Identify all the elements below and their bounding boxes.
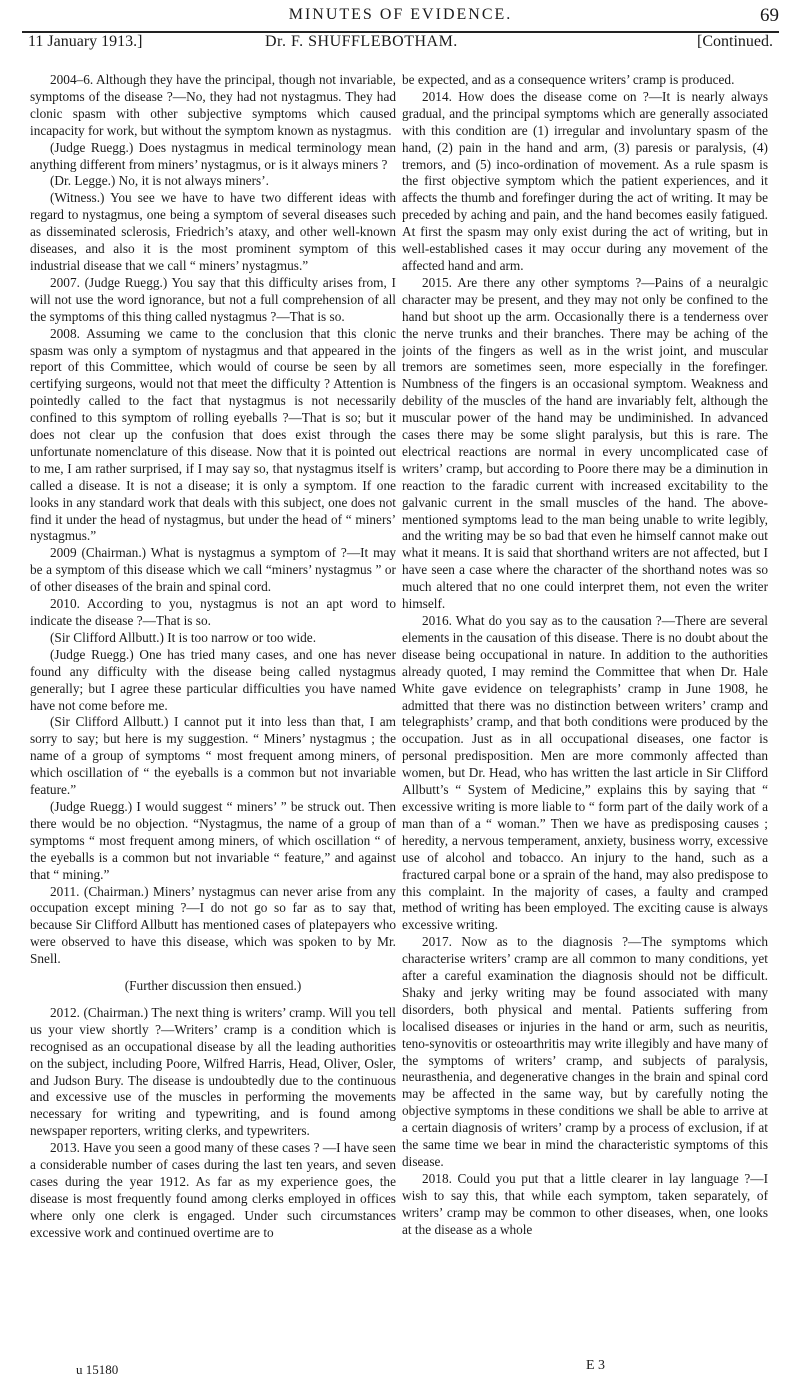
paragraph: (Judge Ruegg.) I would suggest “ miners’ ” be struck out. Then there would be no objection. “Nystagmus, the name of a group of symptoms “ most frequent among miners, of which oscillation “ of the eyeballs is a common but not invariable “ feature,” and against that “ mining.” [30,798,396,882]
continued-label: [Continued. [697,33,773,50]
page-number: 69 [760,5,779,26]
paragraph: 2004–6. Although they have the principal, though not invariable, symptoms of the disease ?—No, they had not nystagmus. They had clonic spasm with other subjective symptoms which caused incapacity for work, but without the symptom known as nystagmus. [30,72,396,138]
paragraph: (Sir Clifford Allbutt.) I cannot put it into less than that, I am sorry to say; but here is my suggestion. “ Miners’ nystagmus ; the name of a group of symptoms “ most frequent among miners, of which oscillation of “ the eyeballs is a common but not invariable feature.” [30,714,396,798]
witness-name: Dr. F. SHUFFLEBOTHAM. [265,33,458,50]
discussion-note: (Further discussion then ensued.) [124,978,302,994]
paragraph: (Judge Ruegg.) Does nystagmus in medical terminology mean anything different from miners’ nystagmus, or is it always miners ? [30,139,396,172]
sitting-date: 11 January 1913.] [28,33,143,50]
paragraph: 2017. Now as to the diagnosis ?—The symptoms which characterise writers’ cramp are all common to many conditions, yet after a careful examination the diagnosis should not be difficult. Shaky and jerky writing may be found associated with many disorders, both physical and mental. Patients suffering from localised diseases or injuries in the hand or arm, such as neuritis, teno-synovitis or osteoarthritis may write illegibly and have many of the symptoms of writers’ cramp, and subjects of paralysis, neurasthenia, and degenerative changes in the brain and spinal cord may be affected in the same way, but by carefully noting the objective symptoms in these conditions we shall be able to arrive at a certain diagnosis of writers’ cramp by a process of exclusion, if at the same time we bear in mind the characteristic symptoms of this disease. [402,934,768,1169]
page-title: MINUTES OF EVIDENCE. [288,6,513,23]
paragraph: (Witness.) You see we have to have two different ideas with regard to nystagmus, one being a symptom of several diseases such as disseminated sclerosis, Friedrich’s ataxy, and other well-known diseases, and also it is the most prominent symptom of this industrial disease that we call “ miners’ nystagmus.” [30,190,396,273]
subheader [0,33,801,57]
signature-mark: E 3 [586,1358,606,1373]
paragraph: 2007. (Judge Ruegg.) You say that this difficulty arises from, I will not use the word ignorance, but not a full comprehension of all the symptoms of this thing called nystagmus ?—That is so. [30,274,396,324]
print-code: u 15180 [76,1362,119,1377]
paragraph: 2016. What do you say as to the causation ?—There are several elements in the causation of this disease. There is no doubt about the disease being occupational in nature. In addition to the authorities already quoted, I may remind the Committee that when Dr. Hale White gave evidence on telegraphists’ cramp in June 1908, he admitted that there was no distinction between writers’ cramp and telegraphists’ cramp, and that both conditions were produced by the occupation. Just as in all occupational diseases, one factor is personal predisposition. Men are more commonly affected than women, but Dr. Head, who has written the last article in Sir Clifford Allbutt’s “ System of Medicine,” explains this by saying that “ excessive writing is more liable to “ form part of the daily work of a man than of a “ woman.” Then we have as predisposing causes ; heredity, a nervous temperament, anxiety, business worry, excessive use of alcohol and tobacco. An injury to the hand, such as a fractured carpal bone or a sprain of the hand, may also predispose to this complaint. In the majority of cases, a faulty and cramped method of writing has been employed. The exciting cause is always excessive writing. [402,613,768,933]
paragraph: (Dr. Legge.) No, it is not always miners’. [50,173,269,189]
paragraph: 2009 (Chairman.) What is nystagmus a symptom of ?—It may be a symptom of this disease which we call “miners’ nystagmus ” or of other diseases of the brain and spinal cord. [30,545,396,595]
paragraph: 2013. Have you seen a good many of these cases ? —I have seen a considerable number of cases during the last ten years, and seven cases during the year 1912. As far as my experience goes, the disease is most frequently found among clerks employed in offices where only one clerk is engaged. Under such circumstances excessive work and continued overtime are to [30,1140,396,1240]
right-column [402,72,768,1377]
paragraph: be expected, and as a consequence writers’ cramp is produced. [402,72,735,87]
paragraph: (Sir Clifford Allbutt.) It is too narrow or too wide. [50,629,317,645]
running-head [0,6,801,28]
paragraph: 2008. Assuming we came to the conclusion that this clonic spasm was only a symptom of nystagmus and that appeared in the report of this Committee, which would of course be seen by all certifying surgeons, would not that meet the difficulty ? Attention is pointedly called to the fact that nystagmus is not necessarily confined to this symptom of rolling eyeballs ?—That is so; but it does not clear up the confusion that does exist through the unfortunate nomenclature of this disease. Now that it is pointed out to me, I am rather surprised, if I may say so, that nystagmus itself is called a disease. It is not a disease; it is only a symptom. If one looks in any standard work that deals with this subject, one does not find it under the head of nystagmus, but under the head of “ miners’ nystagmus.” [30,325,396,544]
paragraph: 2012. (Chairman.) The next thing is writers’ cramp. Will you tell us your view shortly ?—Writers’ cramp is a condition which is recognised as an occupational disease by all the leading authorities on the subject, including Poore, Wilfred Harris, Head, Oliver, Osler, and Judson Bury. The disease is undoubtedly due to the continuous and excessive use of the muscles in performing the movements necessary for writing and typewriting, and is found among newspaper reporters, writing clerks, and typewriters. [30,1004,396,1139]
paragraph: 2018. Could you put that a little clearer in lay language ?—I wish to say this, that while each symptom, taken separately, of writers’ cramp may be common to other diseases, when, one looks at the disease as a whole [402,1170,768,1237]
paragraph: 2014. How does the disease come on ?—It is nearly always gradual, and the principal symptoms which are generally associated with this condition are (1) irregular and involuntary spasm of the hand, (2) pain in the hand and arm, (3) paresis or paralysis, (4) tremors, and (5) inco-ordination of movement. As a rule spasm is the first objective symptom which the patient experiences, and it affects the thumb and forefinger during the act of writing. It may be preceded by aching and pain, and the hand becomes easily fatigued. At first the spasm may only exist during the act of writing, but in well-established cases it may occur during any movement of the affected hand and arm. [402,88,768,273]
paragraph: (Judge Ruegg.) One has tried many cases, and one has never found any difficulty with the disease being called nystagmus generally; but I agree these particular difficulties you have named have not come before me. [30,646,396,713]
paragraph: 2011. (Chairman.) Miners’ nystagmus can never arise from any occupation except mining ?—I do not go so far as to say that, because Sir Clifford Allbutt has mentioned cases of platepayers who were observed to have this disease, which was spoken to by Mr. Snell. [30,883,396,967]
left-column [30,72,396,1377]
paragraph: 2010. According to you, nystagmus is not an apt word to indicate the disease ?—That is so. [30,596,396,628]
paragraph: 2015. Are there any other symptoms ?—Pains of a neuralgic character may be present, and they may not only be confined to the hand but shoot up the arm. Occasionally there is a tenderness over the nerve trunks and their branches. There may be aching of the joints of the fingers as well as in the wrist joint, and muscular tremors are sometimes seen, more especially in the forefinger. Numbness of the fingers is an occasional symptom. Weakness and debility of the muscles of the hand are invariably felt, although the muscular power of the hand may be undiminished. In advanced cases there may be some slight paralysis, but this is rare. The electrical reactions are normal in every uncomplicated case of writers’ cramp, but according to Poore there may be a diminution in reaction to the faradic current with increased excitability to the galvanic current in the small muscles of the hand. The above-mentioned symptoms lead to the man being unable to write legibly, and the writing may be so bad that even he himself cannot make out what it means. It is said that shorthand writers are not affected, but I have seen a case where the character of the shorthand notes was so much altered that no one could interpret them, not even the writer himself. [402,274,768,612]
